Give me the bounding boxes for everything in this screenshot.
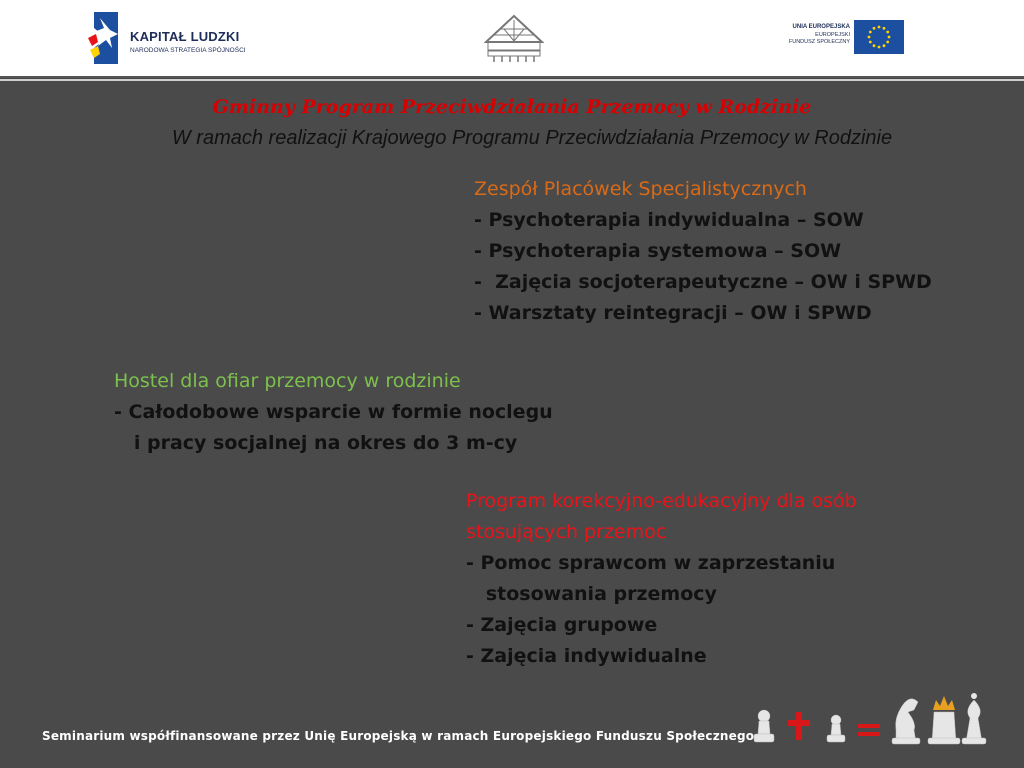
zps-section (474, 174, 932, 329)
zps-heading: Zespół Placówek Specjalistycznych (474, 178, 807, 200)
header-divider (0, 76, 1024, 78)
eu-line-1: UNIA EUROPEJSKA (792, 24, 850, 30)
program-heading-line-2: stosujących przemoc (466, 521, 667, 543)
building-logo-icon (484, 14, 544, 64)
hostel-line: - Całodobowe wsparcie w formie noclegu (114, 401, 553, 423)
zps-line: - Warsztaty reintegracji – OW i SPWD (474, 302, 872, 324)
program-line: - Zajęcia indywidualne (466, 645, 707, 667)
eu-logo (776, 20, 904, 56)
kapital-ludzki-title: KAPITAŁ LUDZKI (130, 29, 240, 44)
slide-title: Gminny Program Przeciwdziałania Przemocy w Rodzinie (212, 96, 812, 118)
program-line: - Pomoc sprawcom w zaprzestaniu (466, 552, 836, 574)
hostel-line: i pracy socjalnej na okres do 3 m-cy (114, 432, 518, 454)
hostel-heading: Hostel dla ofiar przemocy w rodzinie (114, 370, 461, 392)
program-line: - Zajęcia grupowe (466, 614, 658, 636)
zps-line: - Psychoterapia systemowa – SOW (474, 240, 842, 262)
kapital-ludzki-logo-icon (88, 12, 122, 64)
program-line: stosowania przemocy (466, 583, 717, 605)
eu-flag-icon (854, 20, 904, 54)
hostel-section (114, 366, 553, 459)
chess-pieces-icon (748, 688, 996, 748)
slide-subtitle: W ramach realizacji Krajowego Programu Przeciwdziałania Przemocy w Rodzinie (171, 127, 893, 149)
zps-line: - Zajęcia socjoterapeutyczne – OW i SPWD (474, 271, 932, 293)
kapital-ludzki-subtitle: NARODOWA STRATEGIA SPÓJNOŚCI (130, 47, 246, 54)
kapital-ludzki-logo (88, 12, 258, 66)
program-heading-line-1: Program korekcyjno-edukacyjny dla osób (466, 490, 857, 512)
header-bar (0, 0, 1024, 76)
footer-text: Seminarium współfinansowane przez Unię Europejską w ramach Europejskiego Funduszu Społecznego (42, 729, 755, 743)
zps-line: - Psychoterapia indywidualna – SOW (474, 209, 864, 231)
eu-line-3: FUNDUSZ SPOŁECZNY (788, 39, 850, 45)
eu-logo-text (789, 24, 850, 47)
eu-line-2: EUROPEJSKI (815, 31, 850, 38)
program-section (466, 486, 857, 672)
